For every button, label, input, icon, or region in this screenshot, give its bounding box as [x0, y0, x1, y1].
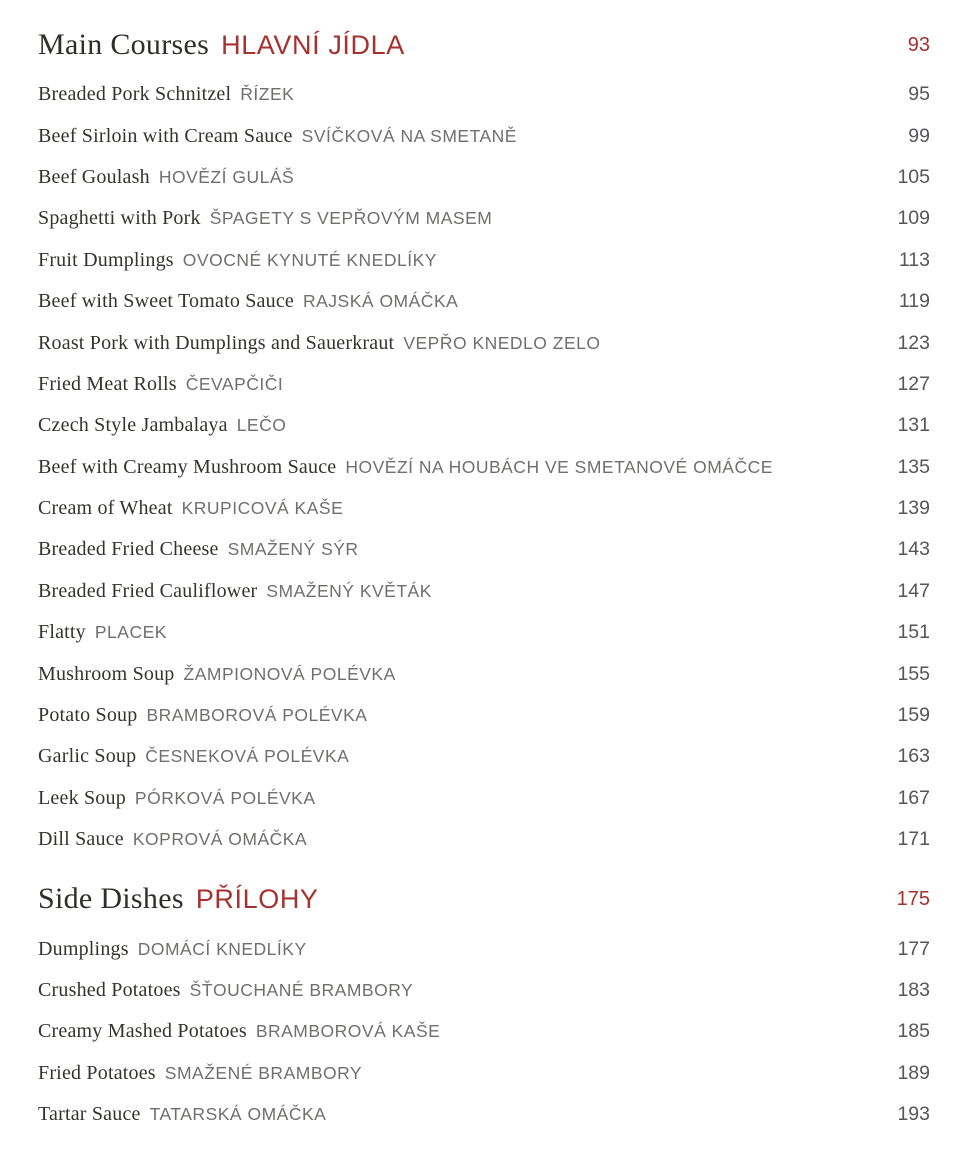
toc-entry[interactable] — [38, 970, 930, 1011]
entry-title-english: Beef with Creamy Mushroom Sauce — [38, 455, 337, 478]
entry-title-czech: SVÍČKOVÁ NA SMETANĚ — [301, 125, 517, 146]
entry-title — [38, 538, 359, 561]
entry-page-number: 105 — [897, 165, 930, 188]
entry-page-number: 127 — [897, 372, 930, 395]
entry-title-english: Potato Soup — [38, 704, 138, 727]
toc-entry[interactable] — [38, 736, 930, 777]
entry-title-czech: TATARSKÁ OMÁČKA — [149, 1104, 327, 1125]
entry-title — [38, 373, 283, 396]
entry-title-english: Breaded Fried Cauliflower — [38, 579, 258, 602]
entry-title-czech: ŠPAGETY S VEPŘOVÝM MASEM — [209, 208, 493, 229]
section-title-english: Main Courses — [38, 28, 210, 61]
entry-page-number: 139 — [897, 497, 930, 520]
entry-page-number: 177 — [897, 937, 930, 960]
toc-entry[interactable] — [38, 612, 930, 653]
entry-title-czech: ŘÍZEK — [240, 84, 295, 105]
entry-title — [38, 704, 367, 727]
entry-title — [38, 166, 294, 189]
entry-page-number: 189 — [897, 1061, 930, 1084]
entry-title-czech: VEPŘO KNEDLO ZELO — [403, 332, 601, 353]
toc-entry[interactable] — [38, 115, 930, 156]
entry-page-number: 167 — [897, 786, 930, 809]
entry-title — [38, 580, 432, 603]
toc-entry[interactable] — [38, 653, 930, 694]
entry-title — [38, 456, 773, 479]
entry-title — [38, 745, 349, 768]
toc-entry[interactable] — [38, 1094, 930, 1135]
toc-entry[interactable] — [38, 695, 930, 736]
entry-title — [38, 938, 307, 961]
toc-entry[interactable] — [38, 488, 930, 529]
section-header[interactable] — [38, 22, 930, 68]
toc-entry[interactable] — [38, 819, 930, 860]
entry-title — [38, 125, 517, 148]
entry-title — [38, 1020, 440, 1043]
entry-title-english: Spaghetti with Pork — [38, 207, 201, 230]
entry-title — [38, 497, 343, 520]
entry-page-number: 171 — [897, 828, 930, 851]
entry-title-english: Mushroom Soup — [38, 662, 175, 685]
toc-entry[interactable] — [38, 74, 930, 115]
entry-title-english: Beef Goulash — [38, 165, 150, 188]
entry-title-czech: BRAMBOROVÁ KAŠE — [255, 1021, 441, 1042]
entry-title — [38, 828, 307, 851]
entry-title-english: Leek Soup — [38, 786, 126, 809]
entry-page-number: 163 — [897, 745, 930, 768]
entry-title-czech: BRAMBOROVÁ POLÉVKA — [146, 705, 368, 726]
section-title-czech: HLAVNÍ JÍDLA — [221, 30, 405, 60]
toc-entry[interactable] — [38, 198, 930, 239]
entry-title — [38, 663, 396, 686]
entry-title-english: Breaded Pork Schnitzel — [38, 83, 232, 106]
entry-page-number: 113 — [898, 248, 930, 271]
entry-title — [38, 290, 458, 313]
entry-page-number: 183 — [897, 979, 930, 1001]
entry-title — [38, 332, 600, 355]
section-header[interactable] — [38, 876, 930, 922]
entry-title-czech: DOMÁCÍ KNEDLÍKY — [137, 938, 307, 959]
entry-title — [38, 1062, 362, 1085]
entry-title — [38, 979, 413, 1002]
section-page-number: 93 — [907, 33, 930, 56]
entry-title-english: Flatty — [38, 621, 86, 644]
toc-entry[interactable] — [38, 157, 930, 198]
entry-page-number: 99 — [908, 124, 930, 147]
entry-title-czech: KRUPICOVÁ KAŠE — [181, 498, 344, 519]
entry-title — [38, 1103, 326, 1126]
entry-page-number: 155 — [897, 662, 930, 685]
entry-page-number: 119 — [898, 290, 930, 313]
entry-page-number: 131 — [897, 414, 930, 437]
toc-entry[interactable] — [38, 778, 930, 819]
entry-page-number: 95 — [908, 83, 930, 106]
toc-entry[interactable] — [38, 571, 930, 612]
entry-title-czech: ČESNEKOVÁ POLÉVKA — [145, 746, 350, 767]
entry-title — [38, 621, 167, 644]
toc-section — [38, 22, 930, 860]
entry-title-czech: OVOCNÉ KYNUTÉ KNEDLÍKY — [182, 249, 437, 270]
toc-entry[interactable] — [38, 447, 930, 488]
section-page-number: 175 — [896, 887, 930, 910]
section-title-czech: PŘÍLOHY — [195, 884, 319, 915]
entry-title-english: Czech Style Jambalaya — [38, 414, 228, 437]
entry-page-number: 159 — [897, 704, 930, 727]
entry-title-english: Creamy Mashed Potatoes — [38, 1020, 247, 1043]
entry-page-number: 151 — [897, 621, 930, 644]
section-title — [38, 882, 319, 916]
toc-entry[interactable] — [38, 405, 930, 446]
entry-page-number: 109 — [897, 207, 930, 230]
entry-title-english: Cream of Wheat — [38, 497, 173, 520]
toc-entry[interactable] — [38, 322, 930, 363]
entry-title-czech: ŽAMPIONOVÁ POLÉVKA — [183, 663, 396, 684]
entry-title-english: Dill Sauce — [38, 828, 124, 851]
entry-title-czech: ŠŤOUCHANÉ BRAMBORY — [189, 980, 414, 1000]
entry-title-czech: KOPROVÁ OMÁČKA — [132, 829, 308, 850]
entry-title — [38, 83, 294, 106]
toc-entry[interactable] — [38, 529, 930, 570]
entry-title-english: Fried Potatoes — [38, 1061, 156, 1084]
entry-page-number: 147 — [897, 579, 930, 602]
entry-title-english: Tartar Sauce — [38, 1103, 141, 1126]
section-title-english: Side Dishes — [38, 882, 184, 916]
toc-entry[interactable] — [38, 364, 930, 405]
section-items — [38, 928, 930, 1135]
entry-title-czech: SMAŽENÉ BRAMBORY — [164, 1062, 363, 1083]
entry-title-czech: PLACEK — [94, 622, 167, 643]
entry-title-czech: LEČO — [236, 415, 287, 436]
entry-title — [38, 249, 437, 272]
entry-title-english: Breaded Fried Cheese — [38, 538, 219, 561]
entry-title-english: Beef with Sweet Tomato Sauce — [38, 290, 294, 313]
entry-title-english: Dumplings — [38, 937, 129, 960]
toc-entry[interactable] — [38, 240, 930, 281]
entry-title — [38, 207, 492, 230]
entry-page-number: 193 — [897, 1103, 930, 1126]
entry-title-czech: HOVĚZÍ GULÁŠ — [158, 166, 295, 187]
entry-title-czech: PÓRKOVÁ POLÉVKA — [134, 787, 316, 808]
entry-page-number: 135 — [897, 455, 930, 478]
entry-title-english: Garlic Soup — [38, 745, 137, 768]
entry-title-english: Crushed Potatoes — [38, 979, 181, 1001]
toc-section — [38, 876, 930, 1135]
entry-title-czech: HOVĚZÍ NA HOUBÁCH VE SMETANOVÉ OMÁČCE — [345, 456, 773, 477]
entry-title-czech: SMAŽENÝ SÝR — [227, 539, 359, 560]
entry-title-english: Fried Meat Rolls — [38, 372, 177, 395]
toc-entry[interactable] — [38, 928, 930, 969]
toc-entry[interactable] — [38, 281, 930, 322]
entry-page-number: 123 — [897, 331, 930, 354]
entry-title-english: Fruit Dumplings — [38, 248, 174, 271]
entry-page-number: 143 — [897, 538, 930, 561]
entry-title — [38, 414, 286, 437]
entry-title-czech: RAJSKÁ OMÁČKA — [303, 291, 459, 312]
entry-title-czech: SMAŽENÝ KVĚTÁK — [266, 580, 432, 601]
toc-entry[interactable] — [38, 1011, 930, 1052]
entry-title-english: Roast Pork with Dumplings and Sauerkraut — [38, 331, 395, 354]
entry-title-czech: ČEVAPČIČI — [185, 373, 284, 394]
entry-title-english: Beef Sirloin with Cream Sauce — [38, 124, 293, 147]
section-items — [38, 74, 930, 860]
entry-title — [38, 787, 316, 810]
entry-page-number: 185 — [897, 1020, 930, 1043]
toc-entry[interactable] — [38, 1053, 930, 1094]
section-title — [38, 28, 405, 62]
